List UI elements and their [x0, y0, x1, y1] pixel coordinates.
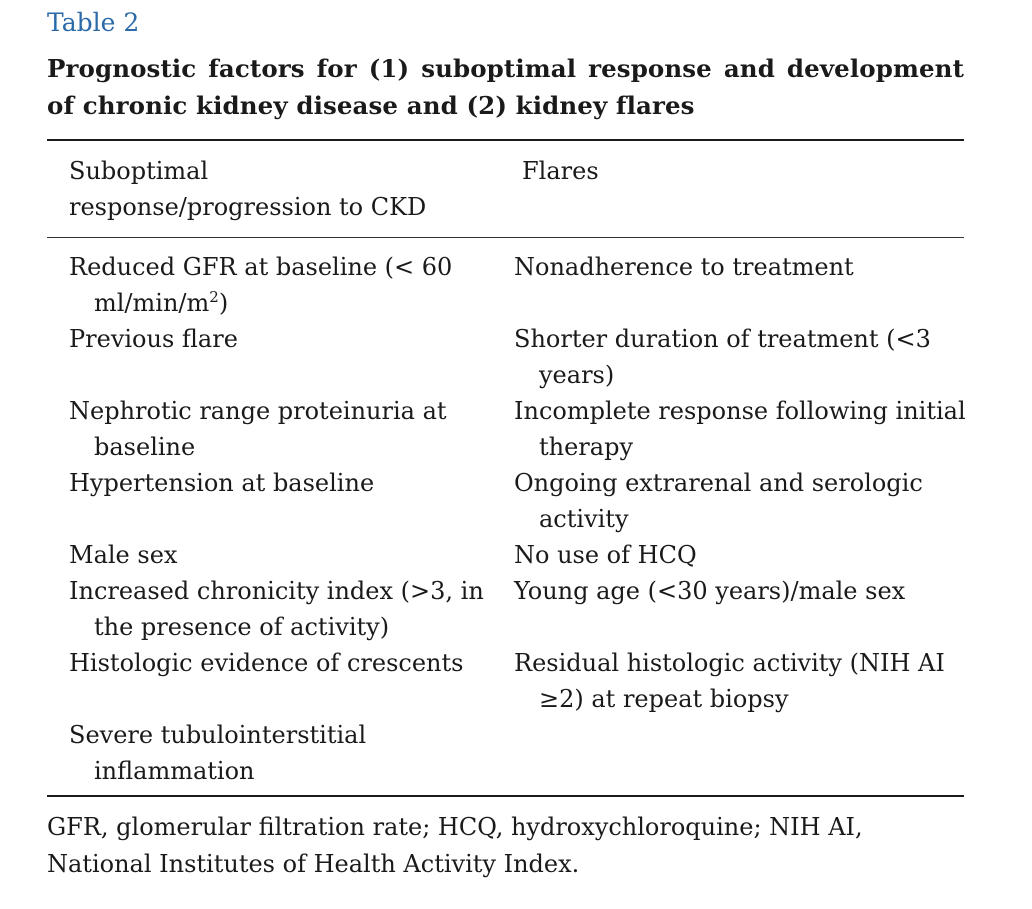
table-cell-suboptimal: Increased chronicity index (>3, in the presence of activity) [69, 577, 484, 641]
column-header-suboptimal: Suboptimal response/progression to CKD [69, 157, 427, 221]
table-footnote: GFR, glomerular filtration rate; HCQ, hydroxychloroquine; NIH AI, National Institutes of Health Activity Index. [47, 813, 863, 878]
table-figure [47, 0, 964, 883]
table-cell-flares: Ongoing extrarenal and serologic activity [514, 469, 923, 533]
table-cell-flares: Incomplete response following initial therapy [514, 397, 966, 461]
table-cell-suboptimal: Severe tubulointerstitial inflammation [69, 721, 367, 785]
table-cell-suboptimal: Hypertension at baseline [69, 469, 375, 497]
table-cell-suboptimal: Male sex [69, 541, 178, 569]
table-cell-flares: Shorter duration of treatment (<3 years) [514, 325, 931, 389]
table-row [47, 573, 969, 645]
prognostic-factors-table [47, 141, 964, 237]
table-title: Prognostic factors for (1) suboptimal response and development of chronic kidney disease and (2) kidney flares [47, 54, 964, 120]
table-cell-flares: No use of HCQ [514, 541, 697, 569]
table-cell-suboptimal: Nephrotic range proteinuria at baseline [69, 397, 447, 461]
table-cell-suboptimal: Reduced GFR at baseline (< 60 $ml/\min/m^2$) [69, 253, 453, 317]
table-row [47, 321, 969, 393]
table-bottom-rule [47, 795, 964, 797]
prognostic-factors-body [47, 238, 969, 795]
table-cell-flares: Residual histologic activity (NIH AI ≥2) at repeat biopsy [514, 649, 945, 713]
table-header-row [47, 141, 964, 237]
column-header-flares: Flares [522, 157, 599, 185]
table-row [47, 465, 969, 537]
table-cell-flares: Young age (<30 years)/male sex [514, 577, 906, 605]
table-row [47, 717, 969, 795]
table-cell-flares: Nonadherence to treatment [514, 253, 854, 281]
table-cell-flares [514, 717, 969, 795]
table-row [47, 393, 969, 465]
table-row [47, 238, 969, 321]
table-label: Table 2 [47, 8, 140, 37]
table-cell-suboptimal: Previous flare [69, 325, 238, 353]
table-cell-suboptimal: Histologic evidence of crescents [69, 649, 464, 677]
table-row [47, 645, 969, 717]
table-row [47, 537, 969, 573]
